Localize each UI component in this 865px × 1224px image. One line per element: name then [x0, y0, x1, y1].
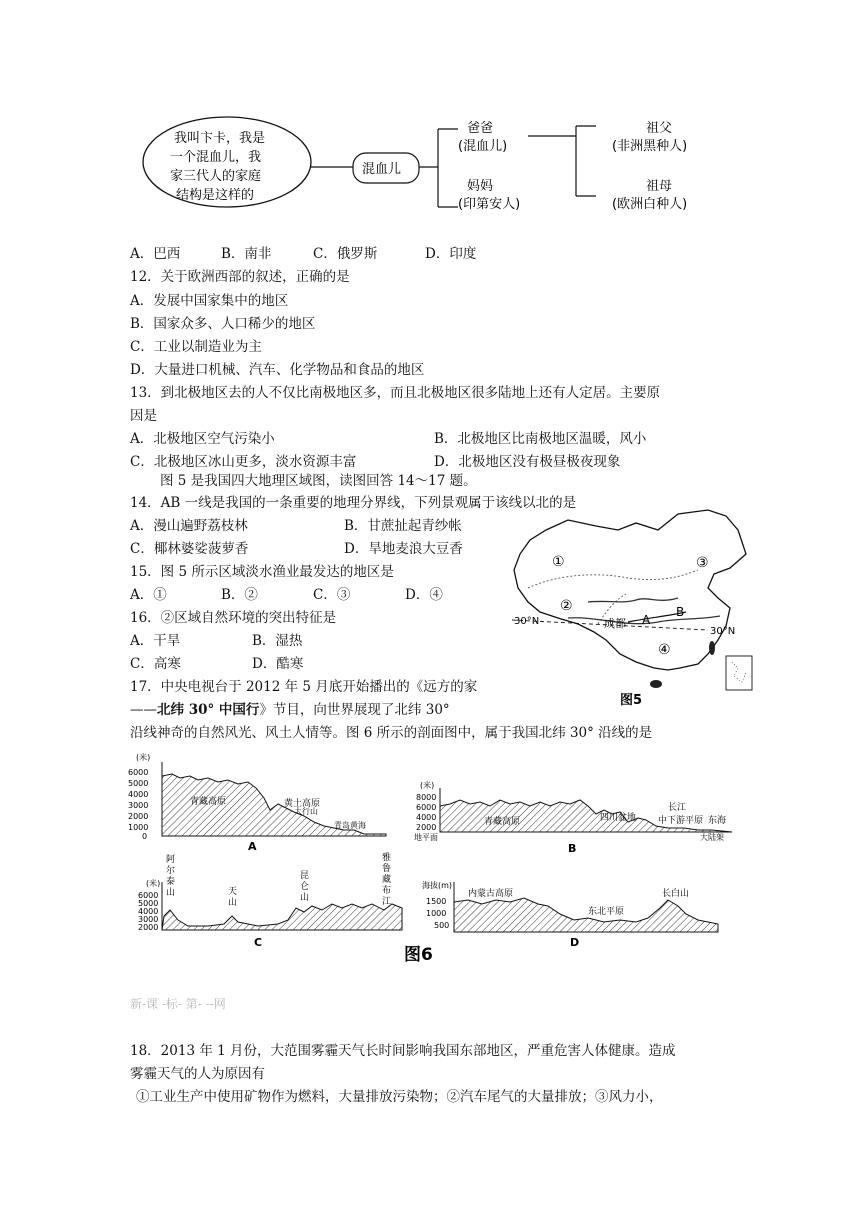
q14-stem: 14．AB 一线是我国的一条重要的地理分界线，下列景观属于该线以北的是	[130, 495, 577, 511]
fig6-caption: 图6	[404, 945, 433, 965]
q17-program-name: 北纬 30° 中国行	[157, 702, 260, 718]
a-label: 黄土高原	[284, 799, 321, 809]
c-label: 雅鲁藏布江	[382, 853, 392, 907]
c-label: 天山	[228, 887, 238, 908]
q15-option-b[interactable]: B．②	[221, 587, 258, 603]
d-terrain	[454, 898, 718, 932]
q16-option-d[interactable]: D．酷寒	[252, 656, 304, 672]
a-unit: (米)	[136, 753, 151, 762]
d-unit: 海拔(m)	[422, 881, 453, 890]
b-tick: 8000	[416, 793, 437, 802]
point-a: A	[642, 613, 651, 627]
a-tick: 4000	[128, 790, 149, 799]
grandmother-label: 祖母	[646, 179, 673, 194]
d-tick: 1500	[426, 897, 447, 906]
fig5-intro: 图 5 是我国四大地理区域图，读图回答 14～17 题。	[160, 473, 477, 489]
a-label: 青藏高原	[190, 797, 227, 807]
grandfather-sub: (非洲黑种人)	[612, 139, 688, 154]
watermark: 新-课 -标- 第- --网	[130, 997, 226, 1011]
q18-line2: 雾霾天气的人为原因有	[130, 1066, 265, 1082]
q12-option-d[interactable]: D．大量进口机械、汽车、化学物品和食品的地区	[130, 362, 425, 378]
lat-label-left: 30°N	[514, 616, 540, 627]
b-label: 青藏高原	[484, 817, 521, 827]
speech-line: 结构是这样的	[176, 188, 255, 203]
q16-option-a[interactable]: A．干旱	[130, 633, 181, 649]
b-label: 长江	[668, 803, 687, 813]
q15-option-c[interactable]: C．③	[313, 587, 351, 603]
region-3: ③	[696, 555, 709, 571]
d-label: 东北平原	[588, 907, 625, 917]
speech-line: 家三代人的家庭	[170, 169, 262, 184]
q14-option-d[interactable]: D．旱地麦浪大豆香	[344, 541, 463, 557]
q14-option-a[interactable]: A．漫山遍野荔枝林	[130, 518, 248, 534]
father-sub: (混血儿)	[458, 139, 508, 154]
b-label: 四川盆地	[600, 813, 637, 823]
q11-option-c[interactable]: C．俄罗斯	[313, 246, 378, 262]
b-tick: 4000	[416, 813, 437, 822]
q12-stem: 12．关于欧洲西部的叙述，正确的是	[130, 269, 350, 285]
point-b: B	[676, 605, 685, 619]
c-terrain	[162, 904, 402, 930]
q18-line1: 18．2013 年 1 月份，大范围雾霾天气长时间影响我国东部地区，严重危害人体健康。造成	[130, 1043, 676, 1059]
region-4: ④	[658, 642, 671, 658]
q12-option-c[interactable]: C．工业以制造业为主	[130, 339, 262, 355]
speech-line: 我叫卞卡，我是	[174, 131, 266, 146]
b-tick: 6000	[416, 803, 437, 812]
c-label-altai	[166, 854, 175, 898]
q15-stem: 15．图 5 所示区域淡水渔业最发达的地区是	[130, 564, 394, 580]
q17-line1: 17．中央电视台于 2012 年 5 月底开始播出的《远方的家	[130, 679, 478, 695]
grandmother-sub: (欧洲白种人)	[612, 197, 688, 212]
q13-option-b[interactable]: B．北极地区比南极地区温暖，风小	[434, 431, 647, 447]
q14-option-b[interactable]: B．甘蔗扯起青纱帐	[344, 518, 462, 534]
q17-line3: 沿线神奇的自然风光、风土人情等。图 6 所示的剖面图中，属于我国北纬 30° 沿线的是	[130, 725, 653, 741]
speech-line: 一个混血儿，我	[170, 150, 262, 165]
c-tick: 3000	[138, 915, 159, 924]
d-tick: 500	[434, 921, 450, 930]
q13-option-d[interactable]: D．北极地区没有极昼极夜现象	[434, 454, 621, 470]
a-tick: 2000	[128, 812, 149, 821]
chengdu-label: 成都	[604, 617, 626, 630]
father-label: 爸爸	[467, 121, 494, 136]
c-tick: 6000	[138, 891, 159, 900]
profile-d	[422, 880, 718, 949]
q13-stem: 13．到北极地区去的人不仅比南极地区多，而且北极地区很多陆地上还有人定居。主要原	[130, 385, 661, 401]
c-unit: (米)	[146, 879, 161, 888]
q13-option-c[interactable]: C．北极地区冰山更多，淡水资源丰富	[130, 454, 357, 470]
a-tick: 6000	[128, 768, 149, 777]
b-baseline: 地平面	[414, 833, 438, 842]
region-2: ②	[560, 598, 573, 614]
q13-option-a[interactable]: A．北极地区空气污染小	[130, 431, 275, 447]
d-label: 内蒙古高原	[468, 889, 514, 899]
grandfather-label: 祖父	[646, 121, 673, 136]
fig6-profiles	[128, 748, 748, 970]
a-tick: 1000	[128, 823, 149, 832]
a-tick: 5000	[128, 779, 149, 788]
q14-option-c[interactable]: C．椰林婆娑菠萝香	[130, 541, 249, 557]
q15-option-a[interactable]: A．①	[130, 587, 167, 603]
c-letter: C	[254, 936, 263, 949]
d-letter: D	[570, 936, 580, 949]
q15-option-d[interactable]: D．④	[405, 587, 443, 603]
c-label: 阿尔泰山	[166, 855, 176, 898]
q13-stem-cont: 因是	[130, 408, 157, 424]
q17-line2: ——北纬 30° 中国行》节目，向世界展现了北纬 30°	[130, 702, 450, 718]
a-label: 青岛黄海	[334, 821, 366, 830]
q16-option-c[interactable]: C．高寒	[130, 656, 181, 672]
boundary-north	[528, 570, 698, 588]
q16-option-b[interactable]: B．湿热	[252, 633, 303, 649]
c-tick: 5000	[138, 899, 159, 908]
family-tree-diagram	[140, 112, 740, 222]
d-tick: 1000	[426, 909, 447, 918]
profile-c	[138, 851, 402, 949]
b-label: 大陆架	[700, 833, 724, 842]
lat-label-right: 30°N	[710, 626, 736, 637]
q11-option-d[interactable]: D．印度	[425, 246, 477, 262]
fig5-caption: 图5	[620, 693, 643, 708]
b-label: 东海	[708, 816, 727, 826]
q16-stem: 16．②区域自然环境的突出特征是	[130, 610, 337, 626]
q18-line3: ①工业生产中使用矿物作为燃料，大量排放污染物；②汽车尾气的大量排放；③风力小，	[136, 1089, 663, 1105]
profile-b	[414, 780, 732, 855]
a-tick: 0	[142, 832, 148, 841]
b-unit: (米)	[420, 781, 435, 790]
south-china-sea-inset	[726, 656, 752, 690]
c-label: 昆仑山	[300, 871, 310, 903]
q12-option-b[interactable]: B．国家众多、人口稀少的地区	[130, 316, 316, 332]
q11-option-b[interactable]: B．南非	[221, 246, 272, 262]
q12-option-a[interactable]: A．发展中国家集中的地区	[130, 293, 289, 309]
c-tick: 4000	[138, 907, 159, 916]
center-label: 混血儿	[362, 162, 402, 177]
taiwan-island	[709, 641, 715, 655]
fig5-china-map	[508, 508, 758, 708]
a-label: 太行山	[294, 807, 318, 816]
d-label: 长白山	[662, 889, 690, 899]
c-tick: 2000	[138, 923, 159, 932]
region-1: ①	[552, 554, 565, 570]
mother-sub: (印第安人)	[458, 197, 521, 212]
b-letter: B	[568, 842, 577, 855]
yellow-river	[588, 598, 678, 602]
profile-a	[128, 752, 386, 853]
b-label: 中下游平原	[658, 816, 704, 826]
mother-label: 妈妈	[467, 179, 494, 194]
a-tick: 3000	[128, 801, 149, 810]
b-tick: 2000	[416, 823, 437, 832]
q11-option-a[interactable]: A．巴西	[130, 246, 181, 262]
hainan-island	[650, 680, 662, 688]
a-letter: A	[248, 840, 257, 853]
